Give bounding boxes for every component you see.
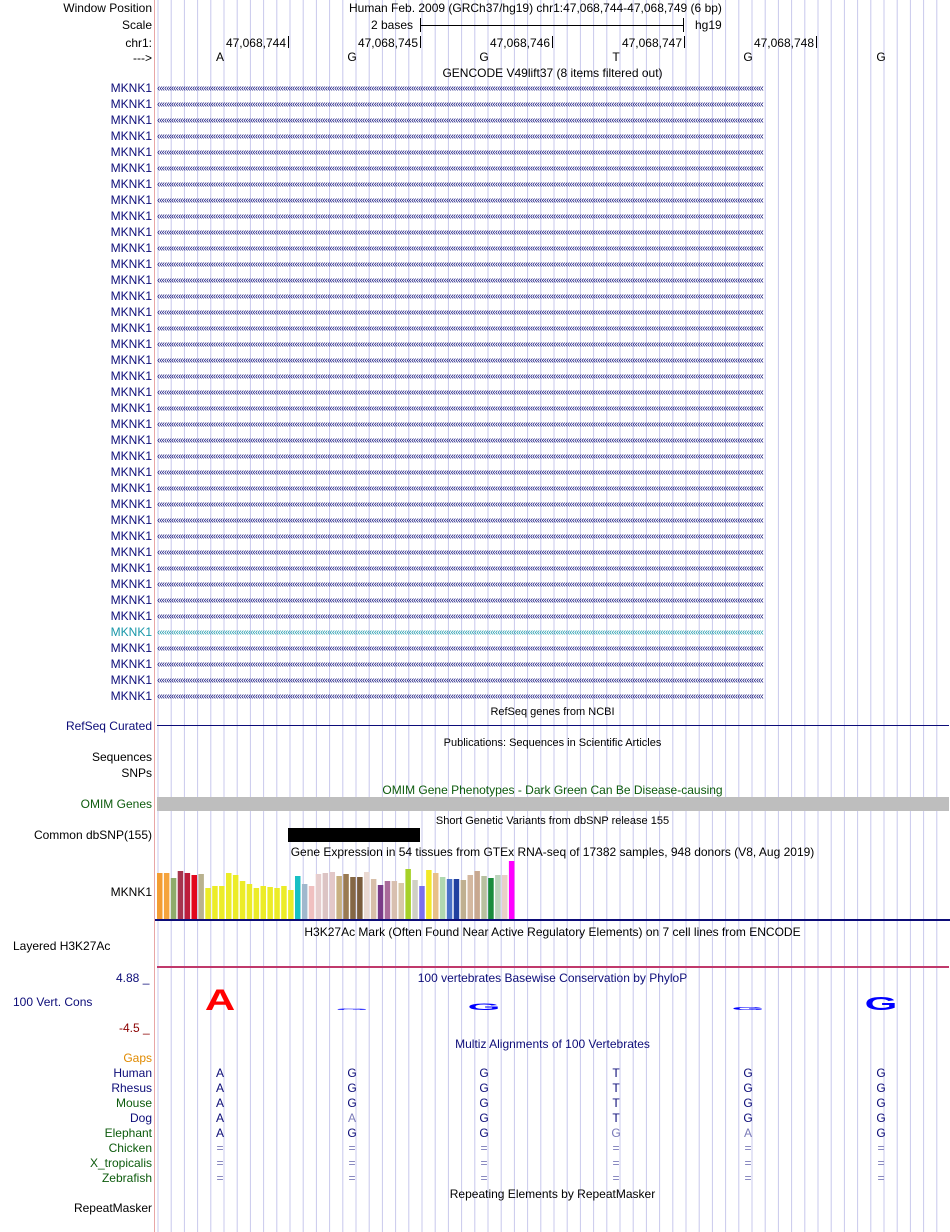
gencode-transcript-label[interactable]: MKNK1 bbox=[110, 657, 152, 671]
gencode-transcript-label[interactable]: MKNK1 bbox=[110, 177, 152, 191]
gtex-baseline bbox=[155, 919, 950, 921]
multiz-species-label[interactable]: Mouse bbox=[115, 1096, 152, 1110]
phylop-logo-letter: G bbox=[467, 1002, 501, 1013]
multiz-aligned-base: G bbox=[347, 1126, 357, 1140]
refseq-gene-line[interactable] bbox=[157, 725, 949, 726]
gtex-tissue-bar bbox=[488, 878, 494, 919]
multiz-aligned-base: = bbox=[216, 1141, 224, 1155]
multiz-aligned-base: = bbox=[877, 1156, 885, 1170]
multiz-aligned-base: G bbox=[479, 1081, 489, 1095]
multiz-aligned-base: = bbox=[348, 1141, 356, 1155]
multiz-aligned-base: A bbox=[215, 1126, 224, 1140]
gencode-transcript-label[interactable]: MKNK1 bbox=[110, 689, 152, 703]
multiz-aligned-base: = bbox=[480, 1156, 488, 1170]
gtex-tissue-bar bbox=[392, 881, 398, 919]
gencode-transcript-line[interactable]: ‹‹‹‹‹‹‹‹‹‹‹‹‹‹‹‹‹‹‹‹‹‹‹‹‹‹‹‹‹‹‹‹‹‹‹‹‹‹‹‹‹‹‹‹‹‹‹‹‹‹‹‹‹‹‹‹‹‹‹‹‹‹‹‹‹‹‹‹‹‹‹‹‹‹‹‹‹‹‹‹‹‹‹‹‹‹‹‹‹‹‹‹‹‹‹‹‹‹‹‹‹‹‹‹‹‹‹‹‹‹‹‹‹‹‹‹‹‹‹‹‹‹‹‹‹‹‹‹‹‹‹‹‹‹‹‹‹‹‹‹‹‹‹‹‹‹‹‹‹‹‹‹‹‹‹‹‹‹‹‹‹‹‹‹‹‹‹‹‹‹‹‹‹‹‹‹‹‹‹‹‹‹‹‹‹‹‹‹‹‹‹‹‹‹‹‹‹‹‹‹‹‹‹‹‹‹‹‹‹‹‹‹‹‹‹‹‹‹‹‹‹‹‹‹‹‹‹‹‹‹‹‹‹‹‹‹‹‹‹‹‹‹‹‹‹‹‹‹‹‹‹‹‹‹‹‹‹‹‹‹ bbox=[157, 276, 763, 285]
gtex-tissue-bar bbox=[378, 885, 384, 919]
gencode-transcript-line[interactable]: ‹‹‹‹‹‹‹‹‹‹‹‹‹‹‹‹‹‹‹‹‹‹‹‹‹‹‹‹‹‹‹‹‹‹‹‹‹‹‹‹‹‹‹‹‹‹‹‹‹‹‹‹‹‹‹‹‹‹‹‹‹‹‹‹‹‹‹‹‹‹‹‹‹‹‹‹‹‹‹‹‹‹‹‹‹‹‹‹‹‹‹‹‹‹‹‹‹‹‹‹‹‹‹‹‹‹‹‹‹‹‹‹‹‹‹‹‹‹‹‹‹‹‹‹‹‹‹‹‹‹‹‹‹‹‹‹‹‹‹‹‹‹‹‹‹‹‹‹‹‹‹‹‹‹‹‹‹‹‹‹‹‹‹‹‹‹‹‹‹‹‹‹‹‹‹‹‹‹‹‹‹‹‹‹‹‹‹‹‹‹‹‹‹‹‹‹‹‹‹‹‹‹‹‹‹‹‹‹‹‹‹‹‹‹‹‹‹‹‹‹‹‹‹‹‹‹‹‹‹‹‹‹‹‹‹‹‹‹‹‹‹‹‹‹‹‹‹‹‹‹‹‹‹‹‹‹‹‹‹‹ bbox=[157, 244, 763, 253]
phylop-logo[interactable] bbox=[155, 986, 950, 1026]
multiz-aligned-base: = bbox=[348, 1156, 356, 1170]
gencode-transcript-label[interactable]: MKNK1 bbox=[110, 209, 152, 223]
gencode-transcript-label[interactable]: MKNK1 bbox=[110, 577, 152, 591]
gtex-tissue-bar bbox=[219, 886, 225, 919]
multiz-aligned-base: G bbox=[479, 1126, 489, 1140]
gencode-transcript-label[interactable]: MKNK1 bbox=[110, 641, 152, 655]
gencode-transcript-line[interactable]: ‹‹‹‹‹‹‹‹‹‹‹‹‹‹‹‹‹‹‹‹‹‹‹‹‹‹‹‹‹‹‹‹‹‹‹‹‹‹‹‹‹‹‹‹‹‹‹‹‹‹‹‹‹‹‹‹‹‹‹‹‹‹‹‹‹‹‹‹‹‹‹‹‹‹‹‹‹‹‹‹‹‹‹‹‹‹‹‹‹‹‹‹‹‹‹‹‹‹‹‹‹‹‹‹‹‹‹‹‹‹‹‹‹‹‹‹‹‹‹‹‹‹‹‹‹‹‹‹‹‹‹‹‹‹‹‹‹‹‹‹‹‹‹‹‹‹‹‹‹‹‹‹‹‹‹‹‹‹‹‹‹‹‹‹‹‹‹‹‹‹‹‹‹‹‹‹‹‹‹‹‹‹‹‹‹‹‹‹‹‹‹‹‹‹‹‹‹‹‹‹‹‹‹‹‹‹‹‹‹‹‹‹‹‹‹‹‹‹‹‹‹‹‹‹‹‹‹‹‹‹‹‹‹‹‹‹‹‹‹‹‹‹‹‹‹‹‹‹‹‹‹‹‹‹‹‹‹‹‹‹ bbox=[157, 420, 763, 429]
multiz-aligned-base: G bbox=[876, 1126, 886, 1140]
gencode-transcript-label[interactable]: MKNK1 bbox=[110, 561, 152, 575]
gencode-transcript-line[interactable]: ‹‹‹‹‹‹‹‹‹‹‹‹‹‹‹‹‹‹‹‹‹‹‹‹‹‹‹‹‹‹‹‹‹‹‹‹‹‹‹‹‹‹‹‹‹‹‹‹‹‹‹‹‹‹‹‹‹‹‹‹‹‹‹‹‹‹‹‹‹‹‹‹‹‹‹‹‹‹‹‹‹‹‹‹‹‹‹‹‹‹‹‹‹‹‹‹‹‹‹‹‹‹‹‹‹‹‹‹‹‹‹‹‹‹‹‹‹‹‹‹‹‹‹‹‹‹‹‹‹‹‹‹‹‹‹‹‹‹‹‹‹‹‹‹‹‹‹‹‹‹‹‹‹‹‹‹‹‹‹‹‹‹‹‹‹‹‹‹‹‹‹‹‹‹‹‹‹‹‹‹‹‹‹‹‹‹‹‹‹‹‹‹‹‹‹‹‹‹‹‹‹‹‹‹‹‹‹‹‹‹‹‹‹‹‹‹‹‹‹‹‹‹‹‹‹‹‹‹‹‹‹‹‹‹‹‹‹‹‹‹‹‹‹‹‹‹‹‹‹‹‹‹‹‹‹‹‹‹‹‹ bbox=[157, 212, 763, 221]
gencode-transcript-line[interactable]: ‹‹‹‹‹‹‹‹‹‹‹‹‹‹‹‹‹‹‹‹‹‹‹‹‹‹‹‹‹‹‹‹‹‹‹‹‹‹‹‹‹‹‹‹‹‹‹‹‹‹‹‹‹‹‹‹‹‹‹‹‹‹‹‹‹‹‹‹‹‹‹‹‹‹‹‹‹‹‹‹‹‹‹‹‹‹‹‹‹‹‹‹‹‹‹‹‹‹‹‹‹‹‹‹‹‹‹‹‹‹‹‹‹‹‹‹‹‹‹‹‹‹‹‹‹‹‹‹‹‹‹‹‹‹‹‹‹‹‹‹‹‹‹‹‹‹‹‹‹‹‹‹‹‹‹‹‹‹‹‹‹‹‹‹‹‹‹‹‹‹‹‹‹‹‹‹‹‹‹‹‹‹‹‹‹‹‹‹‹‹‹‹‹‹‹‹‹‹‹‹‹‹‹‹‹‹‹‹‹‹‹‹‹‹‹‹‹‹‹‹‹‹‹‹‹‹‹‹‹‹‹‹‹‹‹‹‹‹‹‹‹‹‹‹‹‹‹‹‹‹‹‹‹‹‹‹‹‹‹‹ bbox=[157, 660, 763, 669]
multiz-aligned-base: G bbox=[876, 1081, 886, 1095]
phylop-track-label[interactable]: 100 Vert. Cons bbox=[13, 995, 93, 1009]
dbsnp-track-label[interactable]: Common dbSNP(155) bbox=[33, 828, 152, 842]
gtex-tissue-bar bbox=[178, 871, 184, 919]
multiz-aligned-base: = bbox=[612, 1156, 620, 1170]
gtex-tissue-bar bbox=[226, 873, 232, 919]
gencode-transcript-label[interactable]: MKNK1 bbox=[110, 529, 152, 543]
gtex-tissue-bar bbox=[212, 886, 218, 919]
gencode-transcript-line[interactable]: ‹‹‹‹‹‹‹‹‹‹‹‹‹‹‹‹‹‹‹‹‹‹‹‹‹‹‹‹‹‹‹‹‹‹‹‹‹‹‹‹‹‹‹‹‹‹‹‹‹‹‹‹‹‹‹‹‹‹‹‹‹‹‹‹‹‹‹‹‹‹‹‹‹‹‹‹‹‹‹‹‹‹‹‹‹‹‹‹‹‹‹‹‹‹‹‹‹‹‹‹‹‹‹‹‹‹‹‹‹‹‹‹‹‹‹‹‹‹‹‹‹‹‹‹‹‹‹‹‹‹‹‹‹‹‹‹‹‹‹‹‹‹‹‹‹‹‹‹‹‹‹‹‹‹‹‹‹‹‹‹‹‹‹‹‹‹‹‹‹‹‹‹‹‹‹‹‹‹‹‹‹‹‹‹‹‹‹‹‹‹‹‹‹‹‹‹‹‹‹‹‹‹‹‹‹‹‹‹‹‹‹‹‹‹‹‹‹‹‹‹‹‹‹‹‹‹‹‹‹‹‹‹‹‹‹‹‹‹‹‹‹‹‹‹‹‹‹‹‹‹‹‹‹‹‹‹‹‹‹‹ bbox=[157, 148, 763, 157]
gencode-transcript-line[interactable]: ‹‹‹‹‹‹‹‹‹‹‹‹‹‹‹‹‹‹‹‹‹‹‹‹‹‹‹‹‹‹‹‹‹‹‹‹‹‹‹‹‹‹‹‹‹‹‹‹‹‹‹‹‹‹‹‹‹‹‹‹‹‹‹‹‹‹‹‹‹‹‹‹‹‹‹‹‹‹‹‹‹‹‹‹‹‹‹‹‹‹‹‹‹‹‹‹‹‹‹‹‹‹‹‹‹‹‹‹‹‹‹‹‹‹‹‹‹‹‹‹‹‹‹‹‹‹‹‹‹‹‹‹‹‹‹‹‹‹‹‹‹‹‹‹‹‹‹‹‹‹‹‹‹‹‹‹‹‹‹‹‹‹‹‹‹‹‹‹‹‹‹‹‹‹‹‹‹‹‹‹‹‹‹‹‹‹‹‹‹‹‹‹‹‹‹‹‹‹‹‹‹‹‹‹‹‹‹‹‹‹‹‹‹‹‹‹‹‹‹‹‹‹‹‹‹‹‹‹‹‹‹‹‹‹‹‹‹‹‹‹‹‹‹‹‹‹‹‹‹‹‹‹‹‹‹‹‹‹‹‹ bbox=[157, 564, 763, 573]
phylop-logo-letter: A bbox=[204, 986, 236, 1017]
multiz-aligned-base: T bbox=[612, 1066, 620, 1080]
gencode-track-title[interactable]: GENCODE V49lift37 (8 items filtered out) bbox=[442, 66, 663, 80]
gencode-transcript-line[interactable]: ‹‹‹‹‹‹‹‹‹‹‹‹‹‹‹‹‹‹‹‹‹‹‹‹‹‹‹‹‹‹‹‹‹‹‹‹‹‹‹‹‹‹‹‹‹‹‹‹‹‹‹‹‹‹‹‹‹‹‹‹‹‹‹‹‹‹‹‹‹‹‹‹‹‹‹‹‹‹‹‹‹‹‹‹‹‹‹‹‹‹‹‹‹‹‹‹‹‹‹‹‹‹‹‹‹‹‹‹‹‹‹‹‹‹‹‹‹‹‹‹‹‹‹‹‹‹‹‹‹‹‹‹‹‹‹‹‹‹‹‹‹‹‹‹‹‹‹‹‹‹‹‹‹‹‹‹‹‹‹‹‹‹‹‹‹‹‹‹‹‹‹‹‹‹‹‹‹‹‹‹‹‹‹‹‹‹‹‹‹‹‹‹‹‹‹‹‹‹‹‹‹‹‹‹‹‹‹‹‹‹‹‹‹‹‹‹‹‹‹‹‹‹‹‹‹‹‹‹‹‹‹‹‹‹‹‹‹‹‹‹‹‹‹‹‹‹‹‹‹‹‹‹‹‹‹‹‹‹‹‹ bbox=[157, 436, 763, 445]
coordinate-label: 47,068,744 bbox=[225, 36, 286, 50]
gencode-transcript-label[interactable]: MKNK1 bbox=[110, 225, 152, 239]
omim-gene-bar[interactable] bbox=[157, 797, 949, 811]
gtex-tissue-bar bbox=[502, 875, 508, 919]
gencode-transcript-line[interactable]: ‹‹‹‹‹‹‹‹‹‹‹‹‹‹‹‹‹‹‹‹‹‹‹‹‹‹‹‹‹‹‹‹‹‹‹‹‹‹‹‹‹‹‹‹‹‹‹‹‹‹‹‹‹‹‹‹‹‹‹‹‹‹‹‹‹‹‹‹‹‹‹‹‹‹‹‹‹‹‹‹‹‹‹‹‹‹‹‹‹‹‹‹‹‹‹‹‹‹‹‹‹‹‹‹‹‹‹‹‹‹‹‹‹‹‹‹‹‹‹‹‹‹‹‹‹‹‹‹‹‹‹‹‹‹‹‹‹‹‹‹‹‹‹‹‹‹‹‹‹‹‹‹‹‹‹‹‹‹‹‹‹‹‹‹‹‹‹‹‹‹‹‹‹‹‹‹‹‹‹‹‹‹‹‹‹‹‹‹‹‹‹‹‹‹‹‹‹‹‹‹‹‹‹‹‹‹‹‹‹‹‹‹‹‹‹‹‹‹‹‹‹‹‹‹‹‹‹‹‹‹‹‹‹‹‹‹‹‹‹‹‹‹‹‹‹‹‹‹‹‹‹‹‹‹‹‹‹‹‹‹ bbox=[157, 500, 763, 509]
coordinate-tick bbox=[684, 36, 685, 48]
gtex-tissue-bar bbox=[323, 873, 329, 919]
gtex-tissue-bar bbox=[474, 871, 480, 919]
gencode-transcript-label[interactable]: MKNK1 bbox=[110, 449, 152, 463]
gencode-transcript-line[interactable]: ‹‹‹‹‹‹‹‹‹‹‹‹‹‹‹‹‹‹‹‹‹‹‹‹‹‹‹‹‹‹‹‹‹‹‹‹‹‹‹‹‹‹‹‹‹‹‹‹‹‹‹‹‹‹‹‹‹‹‹‹‹‹‹‹‹‹‹‹‹‹‹‹‹‹‹‹‹‹‹‹‹‹‹‹‹‹‹‹‹‹‹‹‹‹‹‹‹‹‹‹‹‹‹‹‹‹‹‹‹‹‹‹‹‹‹‹‹‹‹‹‹‹‹‹‹‹‹‹‹‹‹‹‹‹‹‹‹‹‹‹‹‹‹‹‹‹‹‹‹‹‹‹‹‹‹‹‹‹‹‹‹‹‹‹‹‹‹‹‹‹‹‹‹‹‹‹‹‹‹‹‹‹‹‹‹‹‹‹‹‹‹‹‹‹‹‹‹‹‹‹‹‹‹‹‹‹‹‹‹‹‹‹‹‹‹‹‹‹‹‹‹‹‹‹‹‹‹‹‹‹‹‹‹‹‹‹‹‹‹‹‹‹‹‹‹‹‹‹‹‹‹‹‹‹‹‹‹‹‹‹ bbox=[157, 644, 763, 653]
reference-base: G bbox=[347, 50, 357, 64]
multiz-aligned-base: A bbox=[215, 1081, 224, 1095]
multiz-aligned-base: G bbox=[347, 1096, 357, 1110]
gtex-tissue-bar bbox=[364, 872, 370, 919]
coordinate-label: 47,068,747 bbox=[621, 36, 682, 50]
gtex-tissue-bar bbox=[295, 876, 301, 919]
refseq-track-label[interactable]: RefSeq Curated bbox=[65, 719, 152, 733]
multiz-aligned-base: = bbox=[480, 1171, 488, 1185]
gtex-tissue-bar bbox=[481, 876, 487, 919]
gtex-tissue-bar bbox=[192, 875, 198, 919]
multiz-aligned-base: G bbox=[479, 1096, 489, 1110]
h3k27ac-signal-line[interactable] bbox=[157, 966, 949, 968]
gencode-transcript-line[interactable]: ‹‹‹‹‹‹‹‹‹‹‹‹‹‹‹‹‹‹‹‹‹‹‹‹‹‹‹‹‹‹‹‹‹‹‹‹‹‹‹‹‹‹‹‹‹‹‹‹‹‹‹‹‹‹‹‹‹‹‹‹‹‹‹‹‹‹‹‹‹‹‹‹‹‹‹‹‹‹‹‹‹‹‹‹‹‹‹‹‹‹‹‹‹‹‹‹‹‹‹‹‹‹‹‹‹‹‹‹‹‹‹‹‹‹‹‹‹‹‹‹‹‹‹‹‹‹‹‹‹‹‹‹‹‹‹‹‹‹‹‹‹‹‹‹‹‹‹‹‹‹‹‹‹‹‹‹‹‹‹‹‹‹‹‹‹‹‹‹‹‹‹‹‹‹‹‹‹‹‹‹‹‹‹‹‹‹‹‹‹‹‹‹‹‹‹‹‹‹‹‹‹‹‹‹‹‹‹‹‹‹‹‹‹‹‹‹‹‹‹‹‹‹‹‹‹‹‹‹‹‹‹‹‹‹‹‹‹‹‹‹‹‹‹‹‹‹‹‹‹‹‹‹‹‹‹‹‹‹‹‹ bbox=[157, 388, 763, 397]
gencode-transcript-label[interactable]: MKNK1 bbox=[110, 497, 152, 511]
gtex-tissue-bar bbox=[426, 870, 432, 919]
multiz-aligned-base: G bbox=[479, 1066, 489, 1080]
reference-base: G bbox=[876, 50, 886, 64]
gencode-transcript-line[interactable]: ‹‹‹‹‹‹‹‹‹‹‹‹‹‹‹‹‹‹‹‹‹‹‹‹‹‹‹‹‹‹‹‹‹‹‹‹‹‹‹‹‹‹‹‹‹‹‹‹‹‹‹‹‹‹‹‹‹‹‹‹‹‹‹‹‹‹‹‹‹‹‹‹‹‹‹‹‹‹‹‹‹‹‹‹‹‹‹‹‹‹‹‹‹‹‹‹‹‹‹‹‹‹‹‹‹‹‹‹‹‹‹‹‹‹‹‹‹‹‹‹‹‹‹‹‹‹‹‹‹‹‹‹‹‹‹‹‹‹‹‹‹‹‹‹‹‹‹‹‹‹‹‹‹‹‹‹‹‹‹‹‹‹‹‹‹‹‹‹‹‹‹‹‹‹‹‹‹‹‹‹‹‹‹‹‹‹‹‹‹‹‹‹‹‹‹‹‹‹‹‹‹‹‹‹‹‹‹‹‹‹‹‹‹‹‹‹‹‹‹‹‹‹‹‹‹‹‹‹‹‹‹‹‹‹‹‹‹‹‹‹‹‹‹‹‹‹‹‹‹‹‹‹‹‹‹‹‹‹‹‹ bbox=[157, 452, 763, 461]
multiz-species-label[interactable]: Elephant bbox=[104, 1126, 152, 1140]
window-position-label: Window Position bbox=[63, 1, 152, 15]
coordinate-tick bbox=[288, 36, 289, 48]
gencode-transcript-label[interactable]: MKNK1 bbox=[110, 353, 152, 367]
gencode-transcript-label[interactable]: MKNK1 bbox=[110, 369, 152, 383]
multiz-aligned-base: G bbox=[347, 1066, 357, 1080]
gencode-transcript-line[interactable]: ‹‹‹‹‹‹‹‹‹‹‹‹‹‹‹‹‹‹‹‹‹‹‹‹‹‹‹‹‹‹‹‹‹‹‹‹‹‹‹‹‹‹‹‹‹‹‹‹‹‹‹‹‹‹‹‹‹‹‹‹‹‹‹‹‹‹‹‹‹‹‹‹‹‹‹‹‹‹‹‹‹‹‹‹‹‹‹‹‹‹‹‹‹‹‹‹‹‹‹‹‹‹‹‹‹‹‹‹‹‹‹‹‹‹‹‹‹‹‹‹‹‹‹‹‹‹‹‹‹‹‹‹‹‹‹‹‹‹‹‹‹‹‹‹‹‹‹‹‹‹‹‹‹‹‹‹‹‹‹‹‹‹‹‹‹‹‹‹‹‹‹‹‹‹‹‹‹‹‹‹‹‹‹‹‹‹‹‹‹‹‹‹‹‹‹‹‹‹‹‹‹‹‹‹‹‹‹‹‹‹‹‹‹‹‹‹‹‹‹‹‹‹‹‹‹‹‹‹‹‹‹‹‹‹‹‹‹‹‹‹‹‹‹‹‹‹‹‹‹‹‹‹‹‹‹‹‹‹‹‹ bbox=[157, 532, 763, 541]
omim-track-label[interactable]: OMIM Genes bbox=[80, 797, 152, 811]
multiz-aligned-base: G bbox=[611, 1126, 621, 1140]
gencode-transcript-line[interactable]: ‹‹‹‹‹‹‹‹‹‹‹‹‹‹‹‹‹‹‹‹‹‹‹‹‹‹‹‹‹‹‹‹‹‹‹‹‹‹‹‹‹‹‹‹‹‹‹‹‹‹‹‹‹‹‹‹‹‹‹‹‹‹‹‹‹‹‹‹‹‹‹‹‹‹‹‹‹‹‹‹‹‹‹‹‹‹‹‹‹‹‹‹‹‹‹‹‹‹‹‹‹‹‹‹‹‹‹‹‹‹‹‹‹‹‹‹‹‹‹‹‹‹‹‹‹‹‹‹‹‹‹‹‹‹‹‹‹‹‹‹‹‹‹‹‹‹‹‹‹‹‹‹‹‹‹‹‹‹‹‹‹‹‹‹‹‹‹‹‹‹‹‹‹‹‹‹‹‹‹‹‹‹‹‹‹‹‹‹‹‹‹‹‹‹‹‹‹‹‹‹‹‹‹‹‹‹‹‹‹‹‹‹‹‹‹‹‹‹‹‹‹‹‹‹‹‹‹‹‹‹‹‹‹‹‹‹‹‹‹‹‹‹‹‹‹‹‹‹‹‹‹‹‹‹‹‹‹‹‹‹ bbox=[157, 196, 763, 205]
multiz-species-label[interactable]: Human bbox=[113, 1066, 152, 1080]
gtex-tissue-bar bbox=[267, 887, 273, 919]
gtex-tissue-bar bbox=[205, 888, 211, 919]
coordinate-label: 47,068,746 bbox=[489, 36, 550, 50]
gencode-transcript-label[interactable]: MKNK1 bbox=[110, 433, 152, 447]
multiz-aligned-base: = bbox=[216, 1171, 224, 1185]
gtex-tissue-bar bbox=[454, 879, 460, 919]
gencode-transcript-label[interactable]: MKNK1 bbox=[110, 465, 152, 479]
gtex-tissue-bar bbox=[399, 883, 405, 919]
gencode-transcript-label[interactable]: MKNK1 bbox=[110, 481, 152, 495]
gtex-tissue-bar bbox=[288, 890, 294, 919]
multiz-track-title[interactable]: Multiz Alignments of 100 Vertebrates bbox=[455, 1037, 650, 1051]
gtex-tissue-bar bbox=[447, 879, 453, 919]
gencode-transcript-line[interactable]: ‹‹‹‹‹‹‹‹‹‹‹‹‹‹‹‹‹‹‹‹‹‹‹‹‹‹‹‹‹‹‹‹‹‹‹‹‹‹‹‹‹‹‹‹‹‹‹‹‹‹‹‹‹‹‹‹‹‹‹‹‹‹‹‹‹‹‹‹‹‹‹‹‹‹‹‹‹‹‹‹‹‹‹‹‹‹‹‹‹‹‹‹‹‹‹‹‹‹‹‹‹‹‹‹‹‹‹‹‹‹‹‹‹‹‹‹‹‹‹‹‹‹‹‹‹‹‹‹‹‹‹‹‹‹‹‹‹‹‹‹‹‹‹‹‹‹‹‹‹‹‹‹‹‹‹‹‹‹‹‹‹‹‹‹‹‹‹‹‹‹‹‹‹‹‹‹‹‹‹‹‹‹‹‹‹‹‹‹‹‹‹‹‹‹‹‹‹‹‹‹‹‹‹‹‹‹‹‹‹‹‹‹‹‹‹‹‹‹‹‹‹‹‹‹‹‹‹‹‹‹‹‹‹‹‹‹‹‹‹‹‹‹‹‹‹‹‹‹‹‹‹‹‹‹‹‹‹‹‹‹ bbox=[157, 356, 763, 365]
multiz-aligned-base: = bbox=[877, 1171, 885, 1185]
multiz-species-label[interactable]: Rhesus bbox=[111, 1081, 152, 1095]
gtex-tissue-bar bbox=[171, 878, 177, 919]
phylop-track-title[interactable]: 100 vertebrates Basewise Conservation by PhyloP bbox=[417, 971, 688, 985]
gtex-tissue-bar bbox=[412, 880, 418, 919]
scale-text: 2 bases bbox=[371, 18, 414, 32]
phylop-logo-letter: G bbox=[335, 1008, 369, 1011]
gtex-tissue-bar bbox=[405, 869, 411, 919]
multiz-aligned-base: A bbox=[215, 1111, 224, 1125]
multiz-aligned-base: T bbox=[612, 1111, 620, 1125]
gencode-transcript-label[interactable]: MKNK1 bbox=[110, 289, 152, 303]
gencode-transcript-label[interactable]: MKNK1 bbox=[110, 193, 152, 207]
multiz-aligned-base: G bbox=[876, 1066, 886, 1080]
gencode-transcript-label[interactable]: MKNK1 bbox=[110, 273, 152, 287]
multiz-species-label[interactable]: Zebrafish bbox=[101, 1171, 152, 1185]
gencode-transcript-line[interactable]: ‹‹‹‹‹‹‹‹‹‹‹‹‹‹‹‹‹‹‹‹‹‹‹‹‹‹‹‹‹‹‹‹‹‹‹‹‹‹‹‹‹‹‹‹‹‹‹‹‹‹‹‹‹‹‹‹‹‹‹‹‹‹‹‹‹‹‹‹‹‹‹‹‹‹‹‹‹‹‹‹‹‹‹‹‹‹‹‹‹‹‹‹‹‹‹‹‹‹‹‹‹‹‹‹‹‹‹‹‹‹‹‹‹‹‹‹‹‹‹‹‹‹‹‹‹‹‹‹‹‹‹‹‹‹‹‹‹‹‹‹‹‹‹‹‹‹‹‹‹‹‹‹‹‹‹‹‹‹‹‹‹‹‹‹‹‹‹‹‹‹‹‹‹‹‹‹‹‹‹‹‹‹‹‹‹‹‹‹‹‹‹‹‹‹‹‹‹‹‹‹‹‹‹‹‹‹‹‹‹‹‹‹‹‹‹‹‹‹‹‹‹‹‹‹‹‹‹‹‹‹‹‹‹‹‹‹‹‹‹‹‹‹‹‹‹‹‹‹‹‹‹‹‹‹‹‹‹‹‹‹ bbox=[157, 100, 763, 109]
multiz-aligned-base: G bbox=[743, 1066, 753, 1080]
gencode-transcript-line[interactable]: ‹‹‹‹‹‹‹‹‹‹‹‹‹‹‹‹‹‹‹‹‹‹‹‹‹‹‹‹‹‹‹‹‹‹‹‹‹‹‹‹‹‹‹‹‹‹‹‹‹‹‹‹‹‹‹‹‹‹‹‹‹‹‹‹‹‹‹‹‹‹‹‹‹‹‹‹‹‹‹‹‹‹‹‹‹‹‹‹‹‹‹‹‹‹‹‹‹‹‹‹‹‹‹‹‹‹‹‹‹‹‹‹‹‹‹‹‹‹‹‹‹‹‹‹‹‹‹‹‹‹‹‹‹‹‹‹‹‹‹‹‹‹‹‹‹‹‹‹‹‹‹‹‹‹‹‹‹‹‹‹‹‹‹‹‹‹‹‹‹‹‹‹‹‹‹‹‹‹‹‹‹‹‹‹‹‹‹‹‹‹‹‹‹‹‹‹‹‹‹‹‹‹‹‹‹‹‹‹‹‹‹‹‹‹‹‹‹‹‹‹‹‹‹‹‹‹‹‹‹‹‹‹‹‹‹‹‹‹‹‹‹‹‹‹‹‹‹‹‹‹‹‹‹‹‹‹‹‹‹‹ bbox=[157, 164, 763, 173]
gtex-tissue-bar bbox=[433, 873, 439, 919]
gtex-tissue-bar bbox=[350, 877, 356, 919]
multiz-aligned-base: G bbox=[876, 1096, 886, 1110]
multiz-aligned-base: G bbox=[876, 1111, 886, 1125]
multiz-aligned-base: G bbox=[347, 1081, 357, 1095]
gencode-transcript-line[interactable]: ‹‹‹‹‹‹‹‹‹‹‹‹‹‹‹‹‹‹‹‹‹‹‹‹‹‹‹‹‹‹‹‹‹‹‹‹‹‹‹‹‹‹‹‹‹‹‹‹‹‹‹‹‹‹‹‹‹‹‹‹‹‹‹‹‹‹‹‹‹‹‹‹‹‹‹‹‹‹‹‹‹‹‹‹‹‹‹‹‹‹‹‹‹‹‹‹‹‹‹‹‹‹‹‹‹‹‹‹‹‹‹‹‹‹‹‹‹‹‹‹‹‹‹‹‹‹‹‹‹‹‹‹‹‹‹‹‹‹‹‹‹‹‹‹‹‹‹‹‹‹‹‹‹‹‹‹‹‹‹‹‹‹‹‹‹‹‹‹‹‹‹‹‹‹‹‹‹‹‹‹‹‹‹‹‹‹‹‹‹‹‹‹‹‹‹‹‹‹‹‹‹‹‹‹‹‹‹‹‹‹‹‹‹‹‹‹‹‹‹‹‹‹‹‹‹‹‹‹‹‹‹‹‹‹‹‹‹‹‹‹‹‹‹‹‹‹‹‹‹‹‹‹‹‹‹‹‹‹‹‹ bbox=[157, 372, 763, 381]
gencode-transcript-line[interactable]: ‹‹‹‹‹‹‹‹‹‹‹‹‹‹‹‹‹‹‹‹‹‹‹‹‹‹‹‹‹‹‹‹‹‹‹‹‹‹‹‹‹‹‹‹‹‹‹‹‹‹‹‹‹‹‹‹‹‹‹‹‹‹‹‹‹‹‹‹‹‹‹‹‹‹‹‹‹‹‹‹‹‹‹‹‹‹‹‹‹‹‹‹‹‹‹‹‹‹‹‹‹‹‹‹‹‹‹‹‹‹‹‹‹‹‹‹‹‹‹‹‹‹‹‹‹‹‹‹‹‹‹‹‹‹‹‹‹‹‹‹‹‹‹‹‹‹‹‹‹‹‹‹‹‹‹‹‹‹‹‹‹‹‹‹‹‹‹‹‹‹‹‹‹‹‹‹‹‹‹‹‹‹‹‹‹‹‹‹‹‹‹‹‹‹‹‹‹‹‹‹‹‹‹‹‹‹‹‹‹‹‹‹‹‹‹‹‹‹‹‹‹‹‹‹‹‹‹‹‹‹‹‹‹‹‹‹‹‹‹‹‹‹‹‹‹‹‹‹‹‹‹‹‹‹‹‹‹‹‹‹ bbox=[157, 132, 763, 141]
gtex-tissue-bar bbox=[233, 875, 239, 919]
window-position-value[interactable]: Human Feb. 2009 (GRCh37/hg19) chr1:47,068,744-47,068,749 (6 bp) bbox=[349, 1, 722, 15]
scale-bar bbox=[420, 18, 684, 32]
repeatmasker-track-title[interactable]: Repeating Elements by RepeatMasker bbox=[449, 1187, 656, 1201]
multiz-aligned-base: = bbox=[612, 1141, 620, 1155]
multiz-aligned-base: A bbox=[215, 1096, 224, 1110]
multiz-gaps-label[interactable]: Gaps bbox=[123, 1051, 152, 1065]
gencode-transcript-label[interactable]: MKNK1 bbox=[110, 513, 152, 527]
multiz-species-label[interactable]: Dog bbox=[129, 1111, 152, 1125]
gtex-tissue-bar bbox=[185, 873, 191, 919]
gencode-transcript-line[interactable]: ‹‹‹‹‹‹‹‹‹‹‹‹‹‹‹‹‹‹‹‹‹‹‹‹‹‹‹‹‹‹‹‹‹‹‹‹‹‹‹‹‹‹‹‹‹‹‹‹‹‹‹‹‹‹‹‹‹‹‹‹‹‹‹‹‹‹‹‹‹‹‹‹‹‹‹‹‹‹‹‹‹‹‹‹‹‹‹‹‹‹‹‹‹‹‹‹‹‹‹‹‹‹‹‹‹‹‹‹‹‹‹‹‹‹‹‹‹‹‹‹‹‹‹‹‹‹‹‹‹‹‹‹‹‹‹‹‹‹‹‹‹‹‹‹‹‹‹‹‹‹‹‹‹‹‹‹‹‹‹‹‹‹‹‹‹‹‹‹‹‹‹‹‹‹‹‹‹‹‹‹‹‹‹‹‹‹‹‹‹‹‹‹‹‹‹‹‹‹‹‹‹‹‹‹‹‹‹‹‹‹‹‹‹‹‹‹‹‹‹‹‹‹‹‹‹‹‹‹‹‹‹‹‹‹‹‹‹‹‹‹‹‹‹‹‹‹‹‹‹‹‹‹‹‹‹‹‹‹‹‹ bbox=[157, 180, 763, 189]
publications-track-title[interactable]: Publications: Sequences in Scientific Articles bbox=[443, 737, 662, 749]
gencode-transcript-label[interactable]: MKNK1 bbox=[110, 337, 152, 351]
gtex-track-label[interactable]: MKNK1 bbox=[110, 885, 152, 899]
gencode-transcript-label[interactable]: MKNK1 bbox=[110, 241, 152, 255]
gencode-transcript-label[interactable]: MKNK1 bbox=[110, 145, 152, 159]
gencode-transcript-label[interactable]: MKNK1 bbox=[110, 161, 152, 175]
gencode-transcript-line[interactable]: ‹‹‹‹‹‹‹‹‹‹‹‹‹‹‹‹‹‹‹‹‹‹‹‹‹‹‹‹‹‹‹‹‹‹‹‹‹‹‹‹‹‹‹‹‹‹‹‹‹‹‹‹‹‹‹‹‹‹‹‹‹‹‹‹‹‹‹‹‹‹‹‹‹‹‹‹‹‹‹‹‹‹‹‹‹‹‹‹‹‹‹‹‹‹‹‹‹‹‹‹‹‹‹‹‹‹‹‹‹‹‹‹‹‹‹‹‹‹‹‹‹‹‹‹‹‹‹‹‹‹‹‹‹‹‹‹‹‹‹‹‹‹‹‹‹‹‹‹‹‹‹‹‹‹‹‹‹‹‹‹‹‹‹‹‹‹‹‹‹‹‹‹‹‹‹‹‹‹‹‹‹‹‹‹‹‹‹‹‹‹‹‹‹‹‹‹‹‹‹‹‹‹‹‹‹‹‹‹‹‹‹‹‹‹‹‹‹‹‹‹‹‹‹‹‹‹‹‹‹‹‹‹‹‹‹‹‹‹‹‹‹‹‹‹‹‹‹‹‹‹‹‹‹‹‹‹‹‹‹‹ bbox=[157, 228, 763, 237]
dbsnp-track-title[interactable]: Short Genetic Variants from dbSNP release 155 bbox=[435, 815, 670, 827]
gtex-expression-chart[interactable] bbox=[155, 860, 950, 922]
gtex-tissue-bar bbox=[309, 886, 315, 919]
phylop-logo-letter: G bbox=[864, 993, 898, 1014]
gtex-tissue-bar bbox=[164, 873, 170, 919]
gencode-transcript-line[interactable]: ‹‹‹‹‹‹‹‹‹‹‹‹‹‹‹‹‹‹‹‹‹‹‹‹‹‹‹‹‹‹‹‹‹‹‹‹‹‹‹‹‹‹‹‹‹‹‹‹‹‹‹‹‹‹‹‹‹‹‹‹‹‹‹‹‹‹‹‹‹‹‹‹‹‹‹‹‹‹‹‹‹‹‹‹‹‹‹‹‹‹‹‹‹‹‹‹‹‹‹‹‹‹‹‹‹‹‹‹‹‹‹‹‹‹‹‹‹‹‹‹‹‹‹‹‹‹‹‹‹‹‹‹‹‹‹‹‹‹‹‹‹‹‹‹‹‹‹‹‹‹‹‹‹‹‹‹‹‹‹‹‹‹‹‹‹‹‹‹‹‹‹‹‹‹‹‹‹‹‹‹‹‹‹‹‹‹‹‹‹‹‹‹‹‹‹‹‹‹‹‹‹‹‹‹‹‹‹‹‹‹‹‹‹‹‹‹‹‹‹‹‹‹‹‹‹‹‹‹‹‹‹‹‹‹‹‹‹‹‹‹‹‹‹‹‹‹‹‹‹‹‹‹‹‹‹‹‹‹‹‹ bbox=[157, 116, 763, 125]
gencode-transcript-line[interactable]: ‹‹‹‹‹‹‹‹‹‹‹‹‹‹‹‹‹‹‹‹‹‹‹‹‹‹‹‹‹‹‹‹‹‹‹‹‹‹‹‹‹‹‹‹‹‹‹‹‹‹‹‹‹‹‹‹‹‹‹‹‹‹‹‹‹‹‹‹‹‹‹‹‹‹‹‹‹‹‹‹‹‹‹‹‹‹‹‹‹‹‹‹‹‹‹‹‹‹‹‹‹‹‹‹‹‹‹‹‹‹‹‹‹‹‹‹‹‹‹‹‹‹‹‹‹‹‹‹‹‹‹‹‹‹‹‹‹‹‹‹‹‹‹‹‹‹‹‹‹‹‹‹‹‹‹‹‹‹‹‹‹‹‹‹‹‹‹‹‹‹‹‹‹‹‹‹‹‹‹‹‹‹‹‹‹‹‹‹‹‹‹‹‹‹‹‹‹‹‹‹‹‹‹‹‹‹‹‹‹‹‹‹‹‹‹‹‹‹‹‹‹‹‹‹‹‹‹‹‹‹‹‹‹‹‹‹‹‹‹‹‹‹‹‹‹‹‹‹‹‹‹‹‹‹‹‹‹‹‹‹ bbox=[157, 628, 763, 637]
gtex-tissue-bar bbox=[385, 881, 391, 919]
reference-base: G bbox=[479, 50, 489, 64]
gencode-transcript-label[interactable]: MKNK1 bbox=[110, 401, 152, 415]
gtex-tissue-bar bbox=[461, 880, 467, 919]
gencode-transcript-line[interactable]: ‹‹‹‹‹‹‹‹‹‹‹‹‹‹‹‹‹‹‹‹‹‹‹‹‹‹‹‹‹‹‹‹‹‹‹‹‹‹‹‹‹‹‹‹‹‹‹‹‹‹‹‹‹‹‹‹‹‹‹‹‹‹‹‹‹‹‹‹‹‹‹‹‹‹‹‹‹‹‹‹‹‹‹‹‹‹‹‹‹‹‹‹‹‹‹‹‹‹‹‹‹‹‹‹‹‹‹‹‹‹‹‹‹‹‹‹‹‹‹‹‹‹‹‹‹‹‹‹‹‹‹‹‹‹‹‹‹‹‹‹‹‹‹‹‹‹‹‹‹‹‹‹‹‹‹‹‹‹‹‹‹‹‹‹‹‹‹‹‹‹‹‹‹‹‹‹‹‹‹‹‹‹‹‹‹‹‹‹‹‹‹‹‹‹‹‹‹‹‹‹‹‹‹‹‹‹‹‹‹‹‹‹‹‹‹‹‹‹‹‹‹‹‹‹‹‹‹‹‹‹‹‹‹‹‹‹‹‹‹‹‹‹‹‹‹‹‹‹‹‹‹‹‹‹‹‹‹‹‹‹ bbox=[157, 324, 763, 333]
multiz-aligned-base: = bbox=[744, 1171, 752, 1185]
reference-base: A bbox=[215, 50, 224, 64]
repeatmasker-track-label[interactable]: RepeatMasker bbox=[73, 1201, 152, 1215]
gencode-transcript-line[interactable]: ‹‹‹‹‹‹‹‹‹‹‹‹‹‹‹‹‹‹‹‹‹‹‹‹‹‹‹‹‹‹‹‹‹‹‹‹‹‹‹‹‹‹‹‹‹‹‹‹‹‹‹‹‹‹‹‹‹‹‹‹‹‹‹‹‹‹‹‹‹‹‹‹‹‹‹‹‹‹‹‹‹‹‹‹‹‹‹‹‹‹‹‹‹‹‹‹‹‹‹‹‹‹‹‹‹‹‹‹‹‹‹‹‹‹‹‹‹‹‹‹‹‹‹‹‹‹‹‹‹‹‹‹‹‹‹‹‹‹‹‹‹‹‹‹‹‹‹‹‹‹‹‹‹‹‹‹‹‹‹‹‹‹‹‹‹‹‹‹‹‹‹‹‹‹‹‹‹‹‹‹‹‹‹‹‹‹‹‹‹‹‹‹‹‹‹‹‹‹‹‹‹‹‹‹‹‹‹‹‹‹‹‹‹‹‹‹‹‹‹‹‹‹‹‹‹‹‹‹‹‹‹‹‹‹‹‹‹‹‹‹‹‹‹‹‹‹‹‹‹‹‹‹‹‹‹‹‹‹‹‹ bbox=[157, 84, 763, 93]
gencode-transcript-label[interactable]: MKNK1 bbox=[110, 385, 152, 399]
gtex-tissue-bar bbox=[316, 874, 322, 919]
gtex-tissue-bar bbox=[281, 886, 287, 919]
refseq-track-title[interactable]: RefSeq genes from NCBI bbox=[490, 706, 615, 718]
gencode-transcript-label[interactable]: MKNK1 bbox=[110, 545, 152, 559]
multiz-aligned-base: T bbox=[612, 1081, 620, 1095]
dbsnp-variant-block[interactable] bbox=[288, 828, 420, 842]
gencode-transcript-label[interactable]: MKNK1 bbox=[110, 113, 152, 127]
gtex-tissue-bar bbox=[261, 886, 267, 919]
multiz-aligned-base: G bbox=[743, 1111, 753, 1125]
gencode-transcript-label[interactable]: MKNK1 bbox=[110, 305, 152, 319]
gtex-tissue-bar bbox=[440, 877, 446, 919]
scale-label: Scale bbox=[121, 18, 152, 32]
gtex-tissue-bar bbox=[357, 877, 363, 919]
multiz-aligned-base: A bbox=[743, 1126, 752, 1140]
multiz-aligned-base: T bbox=[612, 1096, 620, 1110]
h3k27ac-track-title[interactable]: H3K27Ac Mark (Often Found Near Active Regulatory Elements) on 7 cell lines from ENCODE bbox=[304, 925, 801, 939]
gtex-tissue-bar bbox=[274, 888, 280, 919]
gencode-transcript-line[interactable]: ‹‹‹‹‹‹‹‹‹‹‹‹‹‹‹‹‹‹‹‹‹‹‹‹‹‹‹‹‹‹‹‹‹‹‹‹‹‹‹‹‹‹‹‹‹‹‹‹‹‹‹‹‹‹‹‹‹‹‹‹‹‹‹‹‹‹‹‹‹‹‹‹‹‹‹‹‹‹‹‹‹‹‹‹‹‹‹‹‹‹‹‹‹‹‹‹‹‹‹‹‹‹‹‹‹‹‹‹‹‹‹‹‹‹‹‹‹‹‹‹‹‹‹‹‹‹‹‹‹‹‹‹‹‹‹‹‹‹‹‹‹‹‹‹‹‹‹‹‹‹‹‹‹‹‹‹‹‹‹‹‹‹‹‹‹‹‹‹‹‹‹‹‹‹‹‹‹‹‹‹‹‹‹‹‹‹‹‹‹‹‹‹‹‹‹‹‹‹‹‹‹‹‹‹‹‹‹‹‹‹‹‹‹‹‹‹‹‹‹‹‹‹‹‹‹‹‹‹‹‹‹‹‹‹‹‹‹‹‹‹‹‹‹‹‹‹‹‹‹‹‹‹‹‹‹‹‹‹‹‹ bbox=[157, 516, 763, 525]
coordinate-tick bbox=[420, 36, 421, 48]
gtex-tissue-bar bbox=[468, 875, 474, 919]
multiz-aligned-base: = bbox=[216, 1156, 224, 1170]
multiz-aligned-base: = bbox=[877, 1141, 885, 1155]
gencode-transcript-line[interactable]: ‹‹‹‹‹‹‹‹‹‹‹‹‹‹‹‹‹‹‹‹‹‹‹‹‹‹‹‹‹‹‹‹‹‹‹‹‹‹‹‹‹‹‹‹‹‹‹‹‹‹‹‹‹‹‹‹‹‹‹‹‹‹‹‹‹‹‹‹‹‹‹‹‹‹‹‹‹‹‹‹‹‹‹‹‹‹‹‹‹‹‹‹‹‹‹‹‹‹‹‹‹‹‹‹‹‹‹‹‹‹‹‹‹‹‹‹‹‹‹‹‹‹‹‹‹‹‹‹‹‹‹‹‹‹‹‹‹‹‹‹‹‹‹‹‹‹‹‹‹‹‹‹‹‹‹‹‹‹‹‹‹‹‹‹‹‹‹‹‹‹‹‹‹‹‹‹‹‹‹‹‹‹‹‹‹‹‹‹‹‹‹‹‹‹‹‹‹‹‹‹‹‹‹‹‹‹‹‹‹‹‹‹‹‹‹‹‹‹‹‹‹‹‹‹‹‹‹‹‹‹‹‹‹‹‹‹‹‹‹‹‹‹‹‹‹‹‹‹‹‹‹‹‹‹‹‹‹‹‹‹ bbox=[157, 676, 763, 685]
coordinate-label: 47,068,745 bbox=[357, 36, 418, 50]
gtex-tissue-bar bbox=[330, 872, 336, 919]
gencode-transcript-label[interactable]: MKNK1 bbox=[110, 257, 152, 271]
gencode-transcript-line[interactable]: ‹‹‹‹‹‹‹‹‹‹‹‹‹‹‹‹‹‹‹‹‹‹‹‹‹‹‹‹‹‹‹‹‹‹‹‹‹‹‹‹‹‹‹‹‹‹‹‹‹‹‹‹‹‹‹‹‹‹‹‹‹‹‹‹‹‹‹‹‹‹‹‹‹‹‹‹‹‹‹‹‹‹‹‹‹‹‹‹‹‹‹‹‹‹‹‹‹‹‹‹‹‹‹‹‹‹‹‹‹‹‹‹‹‹‹‹‹‹‹‹‹‹‹‹‹‹‹‹‹‹‹‹‹‹‹‹‹‹‹‹‹‹‹‹‹‹‹‹‹‹‹‹‹‹‹‹‹‹‹‹‹‹‹‹‹‹‹‹‹‹‹‹‹‹‹‹‹‹‹‹‹‹‹‹‹‹‹‹‹‹‹‹‹‹‹‹‹‹‹‹‹‹‹‹‹‹‹‹‹‹‹‹‹‹‹‹‹‹‹‹‹‹‹‹‹‹‹‹‹‹‹‹‹‹‹‹‹‹‹‹‹‹‹‹‹‹‹‹‹‹‹‹‹‹‹‹‹‹‹‹ bbox=[157, 340, 763, 349]
phylop-min-value: -4.5 _ bbox=[119, 1021, 150, 1035]
chrom-label: chr1: bbox=[125, 36, 152, 50]
multiz-species-label[interactable]: Chicken bbox=[108, 1141, 152, 1155]
multiz-aligned-base: A bbox=[347, 1111, 356, 1125]
multiz-aligned-base: A bbox=[215, 1066, 224, 1080]
multiz-aligned-base: = bbox=[480, 1141, 488, 1155]
gtex-tissue-bar bbox=[336, 876, 342, 919]
gencode-transcript-label[interactable]: MKNK1 bbox=[110, 81, 152, 95]
publications-label-sequences[interactable]: Sequences bbox=[91, 750, 152, 764]
multiz-aligned-base: = bbox=[348, 1171, 356, 1185]
phylop-max-value: 4.88 _ bbox=[116, 971, 150, 985]
gtex-tissue-bar bbox=[343, 874, 349, 919]
gencode-transcript-label[interactable]: MKNK1 bbox=[110, 673, 152, 687]
multiz-species-label[interactable]: X_tropicalis bbox=[89, 1156, 152, 1170]
gencode-transcript-line[interactable]: ‹‹‹‹‹‹‹‹‹‹‹‹‹‹‹‹‹‹‹‹‹‹‹‹‹‹‹‹‹‹‹‹‹‹‹‹‹‹‹‹‹‹‹‹‹‹‹‹‹‹‹‹‹‹‹‹‹‹‹‹‹‹‹‹‹‹‹‹‹‹‹‹‹‹‹‹‹‹‹‹‹‹‹‹‹‹‹‹‹‹‹‹‹‹‹‹‹‹‹‹‹‹‹‹‹‹‹‹‹‹‹‹‹‹‹‹‹‹‹‹‹‹‹‹‹‹‹‹‹‹‹‹‹‹‹‹‹‹‹‹‹‹‹‹‹‹‹‹‹‹‹‹‹‹‹‹‹‹‹‹‹‹‹‹‹‹‹‹‹‹‹‹‹‹‹‹‹‹‹‹‹‹‹‹‹‹‹‹‹‹‹‹‹‹‹‹‹‹‹‹‹‹‹‹‹‹‹‹‹‹‹‹‹‹‹‹‹‹‹‹‹‹‹‹‹‹‹‹‹‹‹‹‹‹‹‹‹‹‹‹‹‹‹‹‹‹‹‹‹‹‹‹‹‹‹‹‹‹‹‹ bbox=[157, 692, 763, 701]
gtex-tissue-bar bbox=[157, 873, 163, 919]
gencode-transcript-label[interactable]: MKNK1 bbox=[110, 593, 152, 607]
gencode-transcript-line[interactable]: ‹‹‹‹‹‹‹‹‹‹‹‹‹‹‹‹‹‹‹‹‹‹‹‹‹‹‹‹‹‹‹‹‹‹‹‹‹‹‹‹‹‹‹‹‹‹‹‹‹‹‹‹‹‹‹‹‹‹‹‹‹‹‹‹‹‹‹‹‹‹‹‹‹‹‹‹‹‹‹‹‹‹‹‹‹‹‹‹‹‹‹‹‹‹‹‹‹‹‹‹‹‹‹‹‹‹‹‹‹‹‹‹‹‹‹‹‹‹‹‹‹‹‹‹‹‹‹‹‹‹‹‹‹‹‹‹‹‹‹‹‹‹‹‹‹‹‹‹‹‹‹‹‹‹‹‹‹‹‹‹‹‹‹‹‹‹‹‹‹‹‹‹‹‹‹‹‹‹‹‹‹‹‹‹‹‹‹‹‹‹‹‹‹‹‹‹‹‹‹‹‹‹‹‹‹‹‹‹‹‹‹‹‹‹‹‹‹‹‹‹‹‹‹‹‹‹‹‹‹‹‹‹‹‹‹‹‹‹‹‹‹‹‹‹‹‹‹‹‹‹‹‹‹‹‹‹‹‹‹‹ bbox=[157, 404, 763, 413]
gencode-transcript-label[interactable]: MKNK1 bbox=[110, 609, 152, 623]
gencode-transcript-label[interactable]: MKNK1 bbox=[110, 417, 152, 431]
gtex-tissue-bar bbox=[254, 888, 260, 919]
multiz-aligned-base: G bbox=[743, 1081, 753, 1095]
gencode-transcript-line[interactable]: ‹‹‹‹‹‹‹‹‹‹‹‹‹‹‹‹‹‹‹‹‹‹‹‹‹‹‹‹‹‹‹‹‹‹‹‹‹‹‹‹‹‹‹‹‹‹‹‹‹‹‹‹‹‹‹‹‹‹‹‹‹‹‹‹‹‹‹‹‹‹‹‹‹‹‹‹‹‹‹‹‹‹‹‹‹‹‹‹‹‹‹‹‹‹‹‹‹‹‹‹‹‹‹‹‹‹‹‹‹‹‹‹‹‹‹‹‹‹‹‹‹‹‹‹‹‹‹‹‹‹‹‹‹‹‹‹‹‹‹‹‹‹‹‹‹‹‹‹‹‹‹‹‹‹‹‹‹‹‹‹‹‹‹‹‹‹‹‹‹‹‹‹‹‹‹‹‹‹‹‹‹‹‹‹‹‹‹‹‹‹‹‹‹‹‹‹‹‹‹‹‹‹‹‹‹‹‹‹‹‹‹‹‹‹‹‹‹‹‹‹‹‹‹‹‹‹‹‹‹‹‹‹‹‹‹‹‹‹‹‹‹‹‹‹‹‹‹‹‹‹‹‹‹‹‹‹‹‹‹‹ bbox=[157, 468, 763, 477]
gencode-transcript-line[interactable]: ‹‹‹‹‹‹‹‹‹‹‹‹‹‹‹‹‹‹‹‹‹‹‹‹‹‹‹‹‹‹‹‹‹‹‹‹‹‹‹‹‹‹‹‹‹‹‹‹‹‹‹‹‹‹‹‹‹‹‹‹‹‹‹‹‹‹‹‹‹‹‹‹‹‹‹‹‹‹‹‹‹‹‹‹‹‹‹‹‹‹‹‹‹‹‹‹‹‹‹‹‹‹‹‹‹‹‹‹‹‹‹‹‹‹‹‹‹‹‹‹‹‹‹‹‹‹‹‹‹‹‹‹‹‹‹‹‹‹‹‹‹‹‹‹‹‹‹‹‹‹‹‹‹‹‹‹‹‹‹‹‹‹‹‹‹‹‹‹‹‹‹‹‹‹‹‹‹‹‹‹‹‹‹‹‹‹‹‹‹‹‹‹‹‹‹‹‹‹‹‹‹‹‹‹‹‹‹‹‹‹‹‹‹‹‹‹‹‹‹‹‹‹‹‹‹‹‹‹‹‹‹‹‹‹‹‹‹‹‹‹‹‹‹‹‹‹‹‹‹‹‹‹‹‹‹‹‹‹‹‹ bbox=[157, 596, 763, 605]
gtex-tissue-bar bbox=[240, 881, 246, 919]
gencode-transcript-label[interactable]: MKNK1 bbox=[110, 625, 152, 639]
gtex-tissue-bar bbox=[419, 886, 425, 919]
coordinate-tick bbox=[816, 36, 817, 48]
phylop-logo-letter: G bbox=[731, 1006, 765, 1012]
gtex-tissue-bar bbox=[371, 879, 377, 919]
gencode-transcript-line[interactable]: ‹‹‹‹‹‹‹‹‹‹‹‹‹‹‹‹‹‹‹‹‹‹‹‹‹‹‹‹‹‹‹‹‹‹‹‹‹‹‹‹‹‹‹‹‹‹‹‹‹‹‹‹‹‹‹‹‹‹‹‹‹‹‹‹‹‹‹‹‹‹‹‹‹‹‹‹‹‹‹‹‹‹‹‹‹‹‹‹‹‹‹‹‹‹‹‹‹‹‹‹‹‹‹‹‹‹‹‹‹‹‹‹‹‹‹‹‹‹‹‹‹‹‹‹‹‹‹‹‹‹‹‹‹‹‹‹‹‹‹‹‹‹‹‹‹‹‹‹‹‹‹‹‹‹‹‹‹‹‹‹‹‹‹‹‹‹‹‹‹‹‹‹‹‹‹‹‹‹‹‹‹‹‹‹‹‹‹‹‹‹‹‹‹‹‹‹‹‹‹‹‹‹‹‹‹‹‹‹‹‹‹‹‹‹‹‹‹‹‹‹‹‹‹‹‹‹‹‹‹‹‹‹‹‹‹‹‹‹‹‹‹‹‹‹‹‹‹‹‹‹‹‹‹‹‹‹‹‹‹‹ bbox=[157, 260, 763, 269]
gencode-transcript-line[interactable]: ‹‹‹‹‹‹‹‹‹‹‹‹‹‹‹‹‹‹‹‹‹‹‹‹‹‹‹‹‹‹‹‹‹‹‹‹‹‹‹‹‹‹‹‹‹‹‹‹‹‹‹‹‹‹‹‹‹‹‹‹‹‹‹‹‹‹‹‹‹‹‹‹‹‹‹‹‹‹‹‹‹‹‹‹‹‹‹‹‹‹‹‹‹‹‹‹‹‹‹‹‹‹‹‹‹‹‹‹‹‹‹‹‹‹‹‹‹‹‹‹‹‹‹‹‹‹‹‹‹‹‹‹‹‹‹‹‹‹‹‹‹‹‹‹‹‹‹‹‹‹‹‹‹‹‹‹‹‹‹‹‹‹‹‹‹‹‹‹‹‹‹‹‹‹‹‹‹‹‹‹‹‹‹‹‹‹‹‹‹‹‹‹‹‹‹‹‹‹‹‹‹‹‹‹‹‹‹‹‹‹‹‹‹‹‹‹‹‹‹‹‹‹‹‹‹‹‹‹‹‹‹‹‹‹‹‹‹‹‹‹‹‹‹‹‹‹‹‹‹‹‹‹‹‹‹‹‹‹‹‹ bbox=[157, 548, 763, 557]
multiz-aligned-base: = bbox=[744, 1141, 752, 1155]
gencode-transcript-label[interactable]: MKNK1 bbox=[110, 321, 152, 335]
strand-label: ---> bbox=[133, 51, 152, 65]
gtex-tissue-bar bbox=[247, 884, 253, 919]
gencode-transcript-line[interactable]: ‹‹‹‹‹‹‹‹‹‹‹‹‹‹‹‹‹‹‹‹‹‹‹‹‹‹‹‹‹‹‹‹‹‹‹‹‹‹‹‹‹‹‹‹‹‹‹‹‹‹‹‹‹‹‹‹‹‹‹‹‹‹‹‹‹‹‹‹‹‹‹‹‹‹‹‹‹‹‹‹‹‹‹‹‹‹‹‹‹‹‹‹‹‹‹‹‹‹‹‹‹‹‹‹‹‹‹‹‹‹‹‹‹‹‹‹‹‹‹‹‹‹‹‹‹‹‹‹‹‹‹‹‹‹‹‹‹‹‹‹‹‹‹‹‹‹‹‹‹‹‹‹‹‹‹‹‹‹‹‹‹‹‹‹‹‹‹‹‹‹‹‹‹‹‹‹‹‹‹‹‹‹‹‹‹‹‹‹‹‹‹‹‹‹‹‹‹‹‹‹‹‹‹‹‹‹‹‹‹‹‹‹‹‹‹‹‹‹‹‹‹‹‹‹‹‹‹‹‹‹‹‹‹‹‹‹‹‹‹‹‹‹‹‹‹‹‹‹‹‹‹‹‹‹‹‹‹‹‹‹ bbox=[157, 612, 763, 621]
gtex-tissue-bar bbox=[302, 884, 308, 919]
gtex-tissue-bar bbox=[509, 861, 515, 919]
multiz-aligned-base: G bbox=[743, 1096, 753, 1110]
gtex-tissue-bar bbox=[198, 874, 204, 919]
gencode-transcript-label[interactable]: MKNK1 bbox=[110, 97, 152, 111]
publications-label-snps[interactable]: SNPs bbox=[121, 766, 152, 780]
gencode-transcript-line[interactable]: ‹‹‹‹‹‹‹‹‹‹‹‹‹‹‹‹‹‹‹‹‹‹‹‹‹‹‹‹‹‹‹‹‹‹‹‹‹‹‹‹‹‹‹‹‹‹‹‹‹‹‹‹‹‹‹‹‹‹‹‹‹‹‹‹‹‹‹‹‹‹‹‹‹‹‹‹‹‹‹‹‹‹‹‹‹‹‹‹‹‹‹‹‹‹‹‹‹‹‹‹‹‹‹‹‹‹‹‹‹‹‹‹‹‹‹‹‹‹‹‹‹‹‹‹‹‹‹‹‹‹‹‹‹‹‹‹‹‹‹‹‹‹‹‹‹‹‹‹‹‹‹‹‹‹‹‹‹‹‹‹‹‹‹‹‹‹‹‹‹‹‹‹‹‹‹‹‹‹‹‹‹‹‹‹‹‹‹‹‹‹‹‹‹‹‹‹‹‹‹‹‹‹‹‹‹‹‹‹‹‹‹‹‹‹‹‹‹‹‹‹‹‹‹‹‹‹‹‹‹‹‹‹‹‹‹‹‹‹‹‹‹‹‹‹‹‹‹‹‹‹‹‹‹‹‹‹‹‹‹‹ bbox=[157, 484, 763, 493]
gencode-transcript-line[interactable]: ‹‹‹‹‹‹‹‹‹‹‹‹‹‹‹‹‹‹‹‹‹‹‹‹‹‹‹‹‹‹‹‹‹‹‹‹‹‹‹‹‹‹‹‹‹‹‹‹‹‹‹‹‹‹‹‹‹‹‹‹‹‹‹‹‹‹‹‹‹‹‹‹‹‹‹‹‹‹‹‹‹‹‹‹‹‹‹‹‹‹‹‹‹‹‹‹‹‹‹‹‹‹‹‹‹‹‹‹‹‹‹‹‹‹‹‹‹‹‹‹‹‹‹‹‹‹‹‹‹‹‹‹‹‹‹‹‹‹‹‹‹‹‹‹‹‹‹‹‹‹‹‹‹‹‹‹‹‹‹‹‹‹‹‹‹‹‹‹‹‹‹‹‹‹‹‹‹‹‹‹‹‹‹‹‹‹‹‹‹‹‹‹‹‹‹‹‹‹‹‹‹‹‹‹‹‹‹‹‹‹‹‹‹‹‹‹‹‹‹‹‹‹‹‹‹‹‹‹‹‹‹‹‹‹‹‹‹‹‹‹‹‹‹‹‹‹‹‹‹‹‹‹‹‹‹‹‹‹‹‹ bbox=[157, 308, 763, 317]
multiz-aligned-base: = bbox=[744, 1156, 752, 1170]
reference-base: T bbox=[612, 50, 620, 64]
omim-track-title[interactable]: OMIM Gene Phenotypes - Dark Green Can Be Disease-causing bbox=[382, 783, 723, 797]
multiz-aligned-base: G bbox=[479, 1111, 489, 1125]
coordinate-tick bbox=[552, 36, 553, 48]
scale-db: hg19 bbox=[695, 18, 722, 32]
gencode-transcript-line[interactable]: ‹‹‹‹‹‹‹‹‹‹‹‹‹‹‹‹‹‹‹‹‹‹‹‹‹‹‹‹‹‹‹‹‹‹‹‹‹‹‹‹‹‹‹‹‹‹‹‹‹‹‹‹‹‹‹‹‹‹‹‹‹‹‹‹‹‹‹‹‹‹‹‹‹‹‹‹‹‹‹‹‹‹‹‹‹‹‹‹‹‹‹‹‹‹‹‹‹‹‹‹‹‹‹‹‹‹‹‹‹‹‹‹‹‹‹‹‹‹‹‹‹‹‹‹‹‹‹‹‹‹‹‹‹‹‹‹‹‹‹‹‹‹‹‹‹‹‹‹‹‹‹‹‹‹‹‹‹‹‹‹‹‹‹‹‹‹‹‹‹‹‹‹‹‹‹‹‹‹‹‹‹‹‹‹‹‹‹‹‹‹‹‹‹‹‹‹‹‹‹‹‹‹‹‹‹‹‹‹‹‹‹‹‹‹‹‹‹‹‹‹‹‹‹‹‹‹‹‹‹‹‹‹‹‹‹‹‹‹‹‹‹‹‹‹‹‹‹‹‹‹‹‹‹‹‹‹‹‹‹‹ bbox=[157, 292, 763, 301]
h3k27ac-track-label[interactable]: Layered H3K27Ac bbox=[13, 939, 111, 953]
gencode-transcript-line[interactable]: ‹‹‹‹‹‹‹‹‹‹‹‹‹‹‹‹‹‹‹‹‹‹‹‹‹‹‹‹‹‹‹‹‹‹‹‹‹‹‹‹‹‹‹‹‹‹‹‹‹‹‹‹‹‹‹‹‹‹‹‹‹‹‹‹‹‹‹‹‹‹‹‹‹‹‹‹‹‹‹‹‹‹‹‹‹‹‹‹‹‹‹‹‹‹‹‹‹‹‹‹‹‹‹‹‹‹‹‹‹‹‹‹‹‹‹‹‹‹‹‹‹‹‹‹‹‹‹‹‹‹‹‹‹‹‹‹‹‹‹‹‹‹‹‹‹‹‹‹‹‹‹‹‹‹‹‹‹‹‹‹‹‹‹‹‹‹‹‹‹‹‹‹‹‹‹‹‹‹‹‹‹‹‹‹‹‹‹‹‹‹‹‹‹‹‹‹‹‹‹‹‹‹‹‹‹‹‹‹‹‹‹‹‹‹‹‹‹‹‹‹‹‹‹‹‹‹‹‹‹‹‹‹‹‹‹‹‹‹‹‹‹‹‹‹‹‹‹‹‹‹‹‹‹‹‹‹‹‹‹‹ bbox=[157, 580, 763, 589]
gtex-tissue-bar bbox=[495, 875, 501, 919]
reference-base: G bbox=[743, 50, 753, 64]
coordinate-label: 47,068,748 bbox=[753, 36, 814, 50]
gtex-track-title[interactable]: Gene Expression in 54 tissues from GTEx RNA-seq of 17382 samples, 948 donors (V8, Aug 2019) bbox=[290, 845, 815, 859]
multiz-aligned-base: = bbox=[612, 1171, 620, 1185]
gencode-transcript-label[interactable]: MKNK1 bbox=[110, 129, 152, 143]
